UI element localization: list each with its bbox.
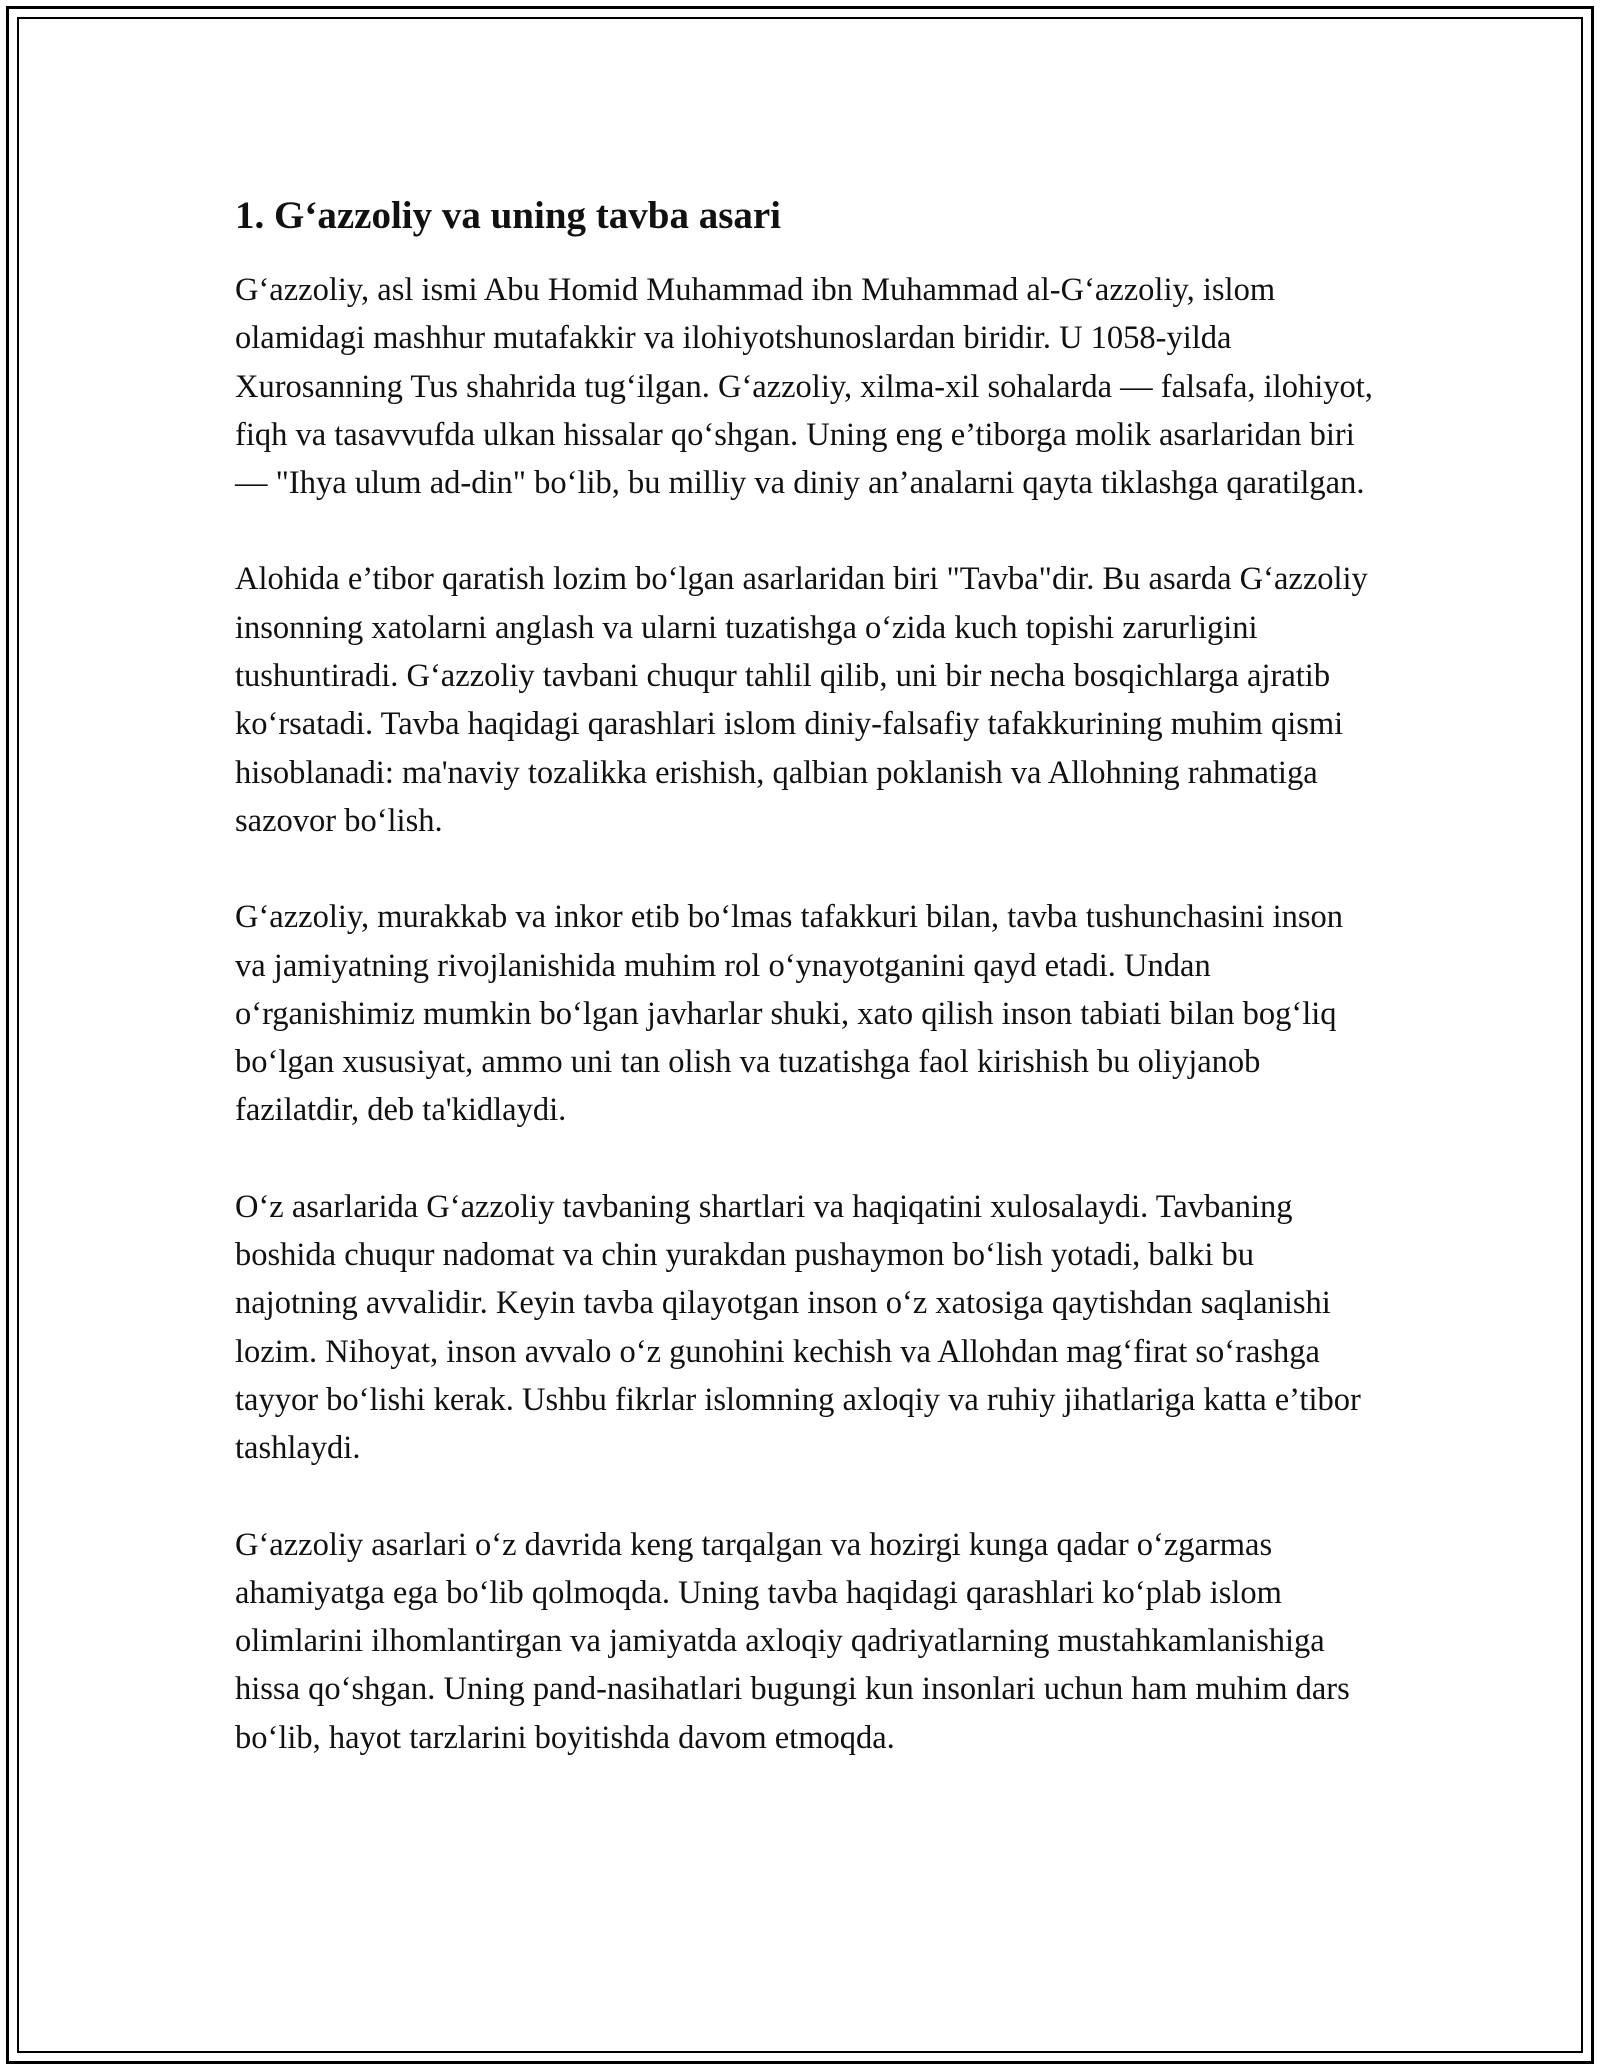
- document-body: [235, 190, 1375, 1810]
- paragraph-2: Alohida e’tibor qaratish lozim bo‘lgan asarlaridan biri "Tavba"dir. Bu asarda G‘azzoliy insonning xatolarni anglash va ularni tuzatishga o‘zida kuch topishi zarurligini tushuntiradi. G‘azzoliy tavbani chuqur tahlil qilib, uni bir necha bosqichlarga ajratib ko‘rsatadi. Tavba haqidagi qarashlari islom diniy-falsafiy tafakkurining muhim qismi hisoblanadi: ma'naviy tozalikka erishish, qalbian poklanish va Allohning rahmatiga sazovor bo‘lish.: [235, 561, 1368, 839]
- paragraph-3: G‘azzoliy, murakkab va inkor etib bo‘lmas tafakkuri bilan, tavba tushunchasini inson va jamiyatning rivojlanishida muhim rol o‘ynayotganini qayd etadi. Undan o‘rganishimiz mumkin bo‘lgan javharlar shuki, xato qilish inson tabiati bilan bog‘liq bo‘lgan xususiyat, ammo uni tan olish va tuzatishga faol kirishish bu oliyjanob fazilatdir, deb ta'kidlaydi.: [235, 899, 1344, 1129]
- paragraph-4: O‘z asarlarida G‘azzoliy tavbaning shartlari va haqiqatini xulosalaydi. Tavbaning boshida chuqur nadomat va chin yurakdan pushaymon bo‘lish yotadi, balki bu najotning avvalidir. Keyin tavba qilayotgan inson o‘z xatosiga qaytishdan saqlanishi lozim. Nihoyat, inson avvalo o‘z gunohini kechish va Allohdan mag‘firat so‘rashga tayyor bo‘lishi kerak. Ushbu fikrlar islomning axloqiy va ruhiy jihatlariga katta e’tibor tashlaydi.: [235, 1188, 1361, 1467]
- paragraph-5: G‘azzoliy asarlari o‘z davrida keng tarqalgan va hozirgi kunga qadar o‘zgarmas ahamiyatga ega bo‘lib qolmoqda. Uning tavba haqidagi qarashlari ko‘plab islom olimlarini ilhomlantirgan va jamiyatda axloqiy qadriyatlarning mustahkamlanishiga hissa qo‘shgan. Uning pand-nasihatlari bugungi kun insonlari uchun ham muhim dars bo‘lib, hayot tarzlarini boyitishda davom etmoqda.: [235, 1526, 1350, 1756]
- section-title: 1. G‘azzoliy va uning tavba asari: [235, 194, 782, 237]
- paragraph-1: G‘azzoliy, asl ismi Abu Homid Muhammad ibn Muhammad al-G‘azzoliy, islom olamidagi mashhur mutafakkir va ilohiyotshunoslardan biridir. U 1058-yilda Xurosanning Tus shahrida tug‘ilgan. G‘azzoliy, xilma-xil sohalarda — falsafa, ilohiyot, fiqh va tasavvufda ulkan hissalar qo‘shgan. Uning eng e’tiborga molik asarlaridan biri — "Ihya ulum ad-din" bo‘lib, bu milliy va diniy an’analarni qayta tiklashga qaratilgan.: [235, 272, 1373, 502]
